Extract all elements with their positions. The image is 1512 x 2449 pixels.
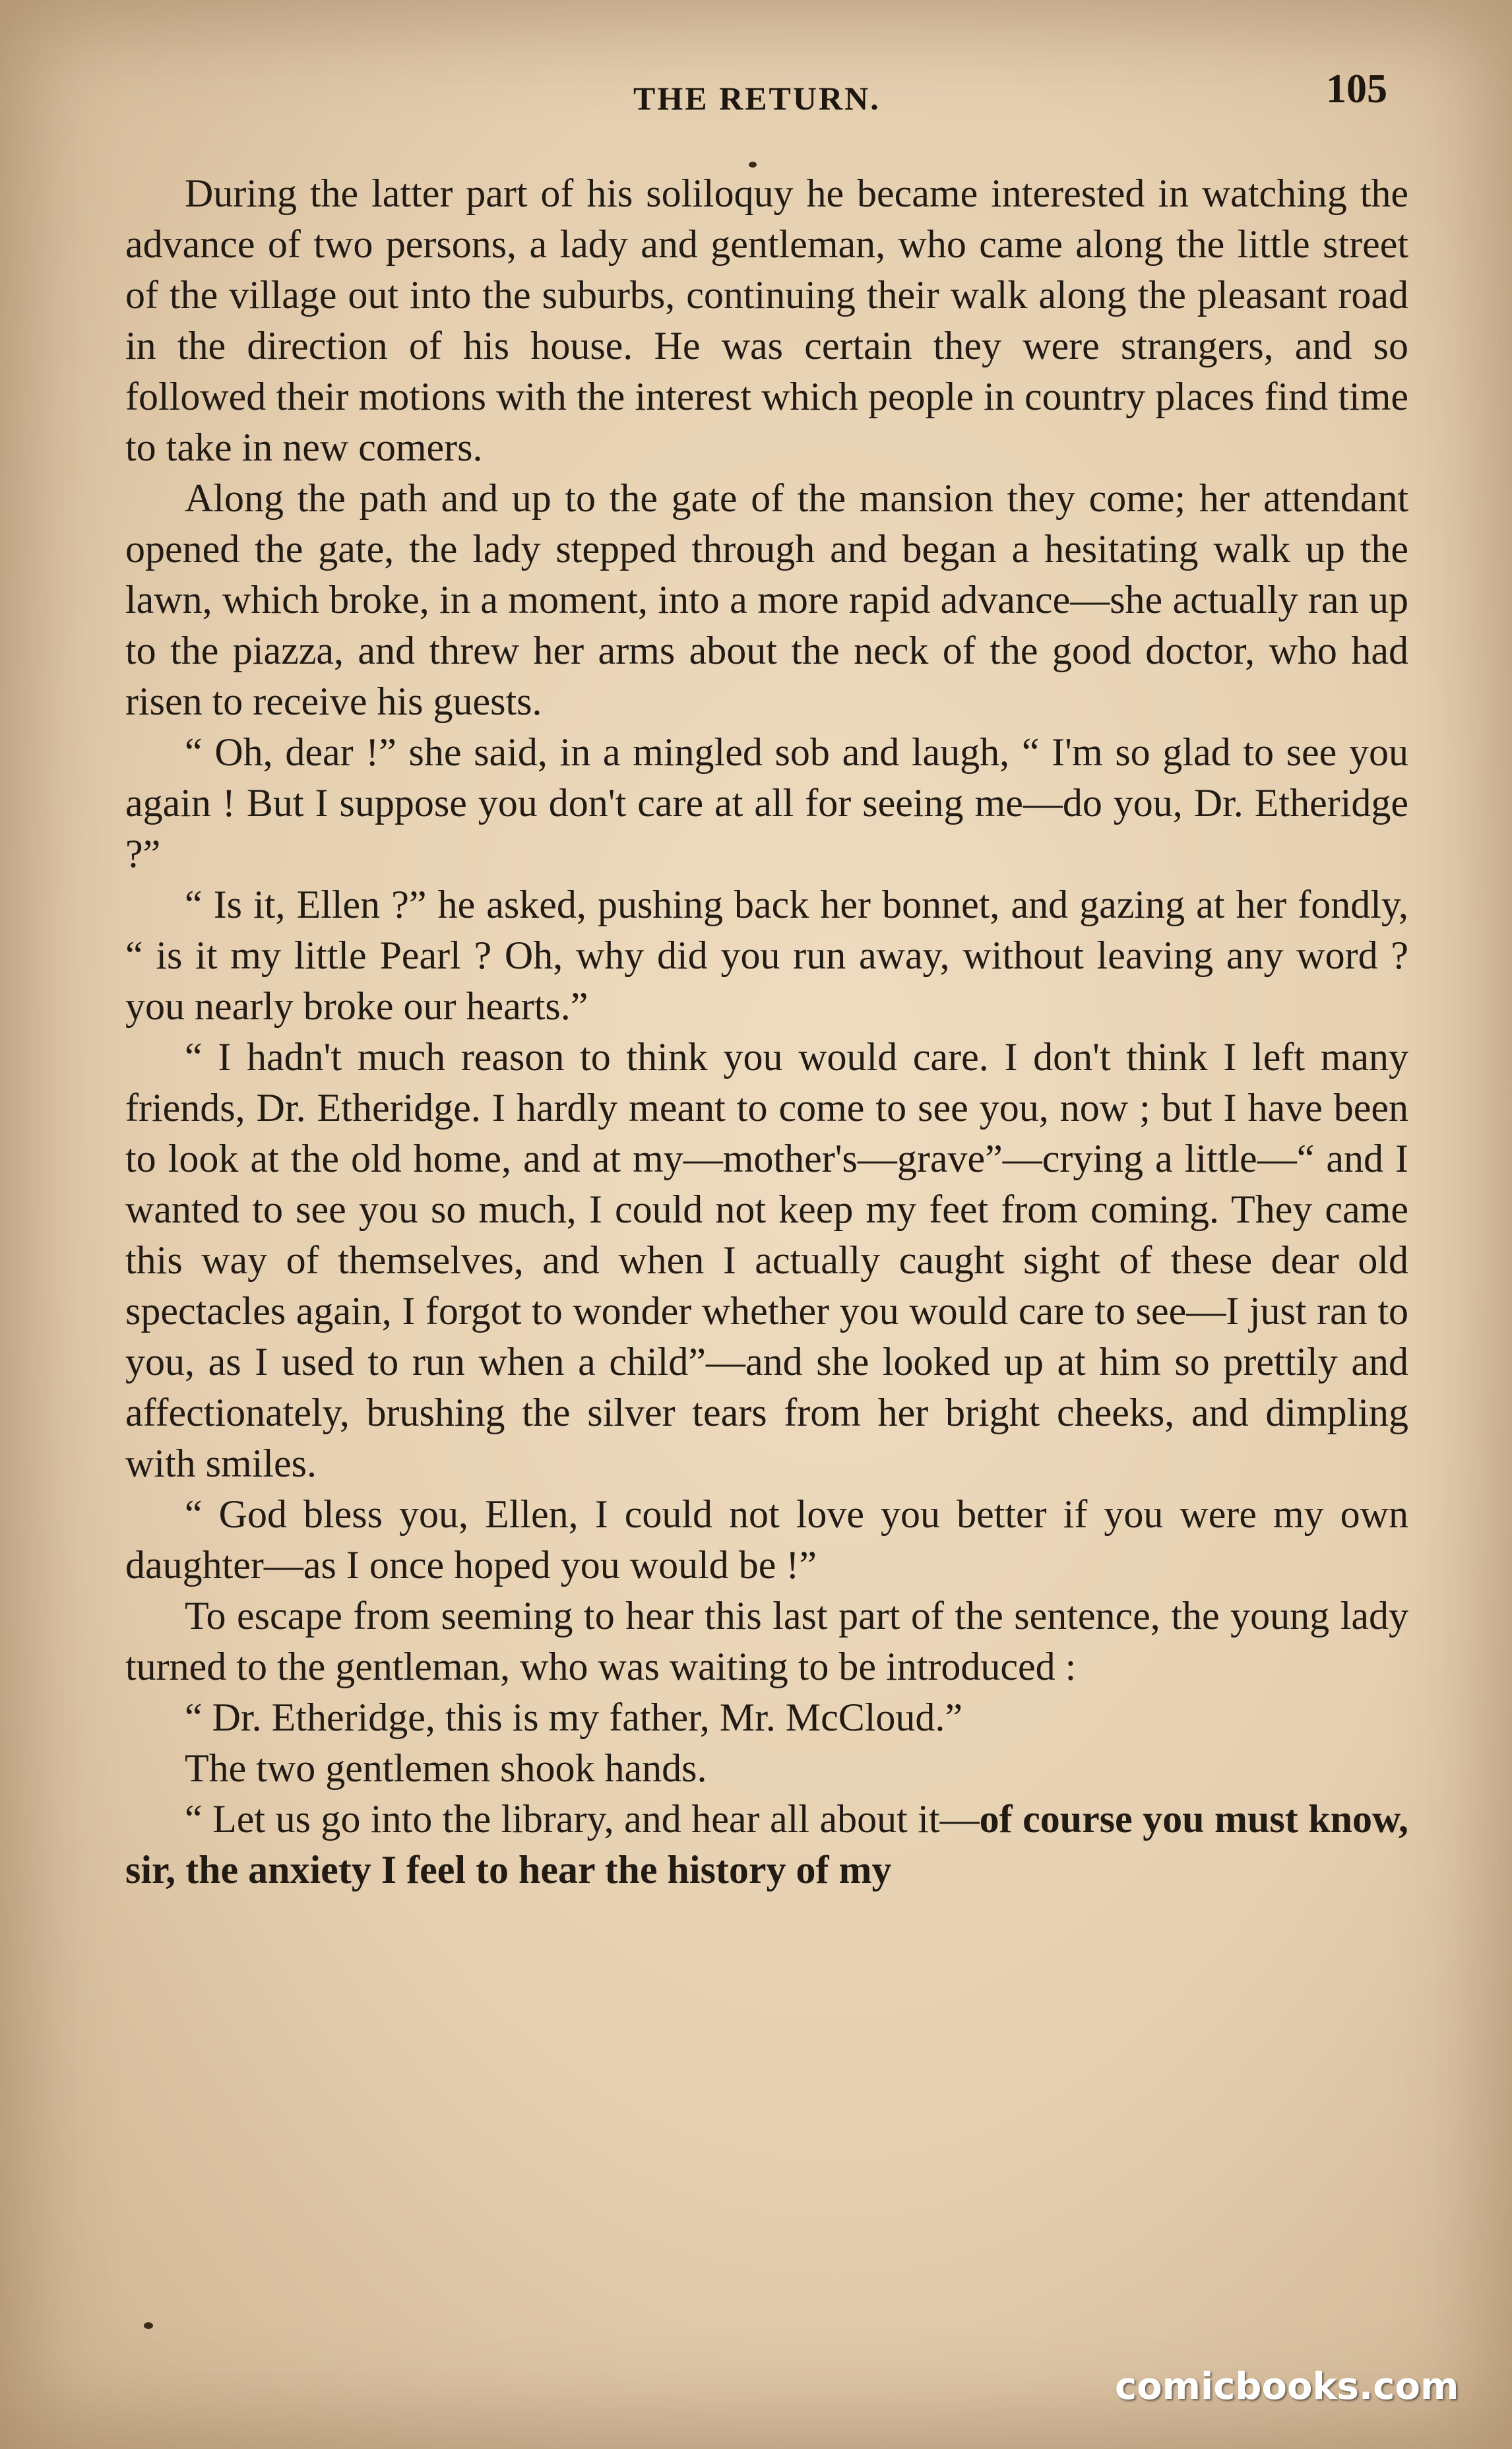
paragraph-last-regular: “ Let us go into the library, and hear all about it— <box>185 1797 980 1841</box>
paragraph: During the latter part of his soliloquy he became interested in watching the advance of two persons, a lady and gentleman, who came along the little street of the village out into the suburbs, continuing their walk along the pleasant road in the direction of his house. He was certain they were strangers, and so followed their motions with the interest which people in country places find time to take in new comers. <box>125 172 1408 469</box>
page-number: 105 <box>1326 67 1387 111</box>
paragraph: “ I hadn't much reason to think you would care. I don't think I left many friends, Dr. Etheridge. I hardly meant to come to see you, now ; but I have been to look at the old home, and at my—mother's—grave”—crying a little—“ and I wanted to see you so much, I could not keep my feet from coming. They came this way of themselves, and when I actually caught sight of these dear old spectacles again, I forgot to wonder whether you would care to see—I just ran to you, as I used to run when a child”—and she looked up at him so prettily and affectionately, brushing the silver tears from her bright cheeks, and dimpling with smiles. <box>125 1035 1408 1485</box>
paragraph: To escape from seeming to hear this last part of the sentence, the young lady turned to the gentleman, who was waiting to be introduced : <box>125 1594 1408 1688</box>
paragraph-last-bold: of course you must know, sir, the anxiety I feel to hear the history of my <box>125 1797 1408 1892</box>
ink-speck <box>144 2322 153 2329</box>
paragraph: “ Oh, dear !” she said, in a mingled sob and laugh, “ I'm so glad to see you again ! But I suppose you don't care at all for seeing me—do you, Dr. Etheridge ?” <box>125 730 1408 875</box>
running-head: THE RETURN. <box>633 80 881 117</box>
ink-speck <box>749 162 757 168</box>
paragraph: The two gentlemen shook hands. <box>185 1746 707 1790</box>
watermark: comicbooks.com <box>1115 2365 1459 2408</box>
paragraph: “ God bless you, Ellen, I could not love you better if you were my own daughter—as I once hoped you would be !” <box>125 1492 1408 1587</box>
paragraph: Along the path and up to the gate of the mansion they come; her attendant opened the gate, the lady stepped through and began a hesitating walk up the lawn, which broke, in a moment, into a more rapid advance—she actually ran up to the piazza, and threw her arms about the neck of the good doctor, who had risen to receive his guests. <box>125 476 1408 723</box>
paragraph: “ Is it, Ellen ?” he asked, pushing back her bonnet, and gazing at her fondly, “ is it my little Pearl ? Oh, why did you run away, without leaving any word ? you nearly broke our hearts.” <box>125 883 1408 1028</box>
paragraph-last <box>125 1794 1408 1895</box>
page-header <box>0 66 1512 125</box>
body-text <box>125 168 1408 1895</box>
paragraph: “ Dr. Etheridge, this is my father, Mr. McCloud.” <box>185 1696 963 1739</box>
